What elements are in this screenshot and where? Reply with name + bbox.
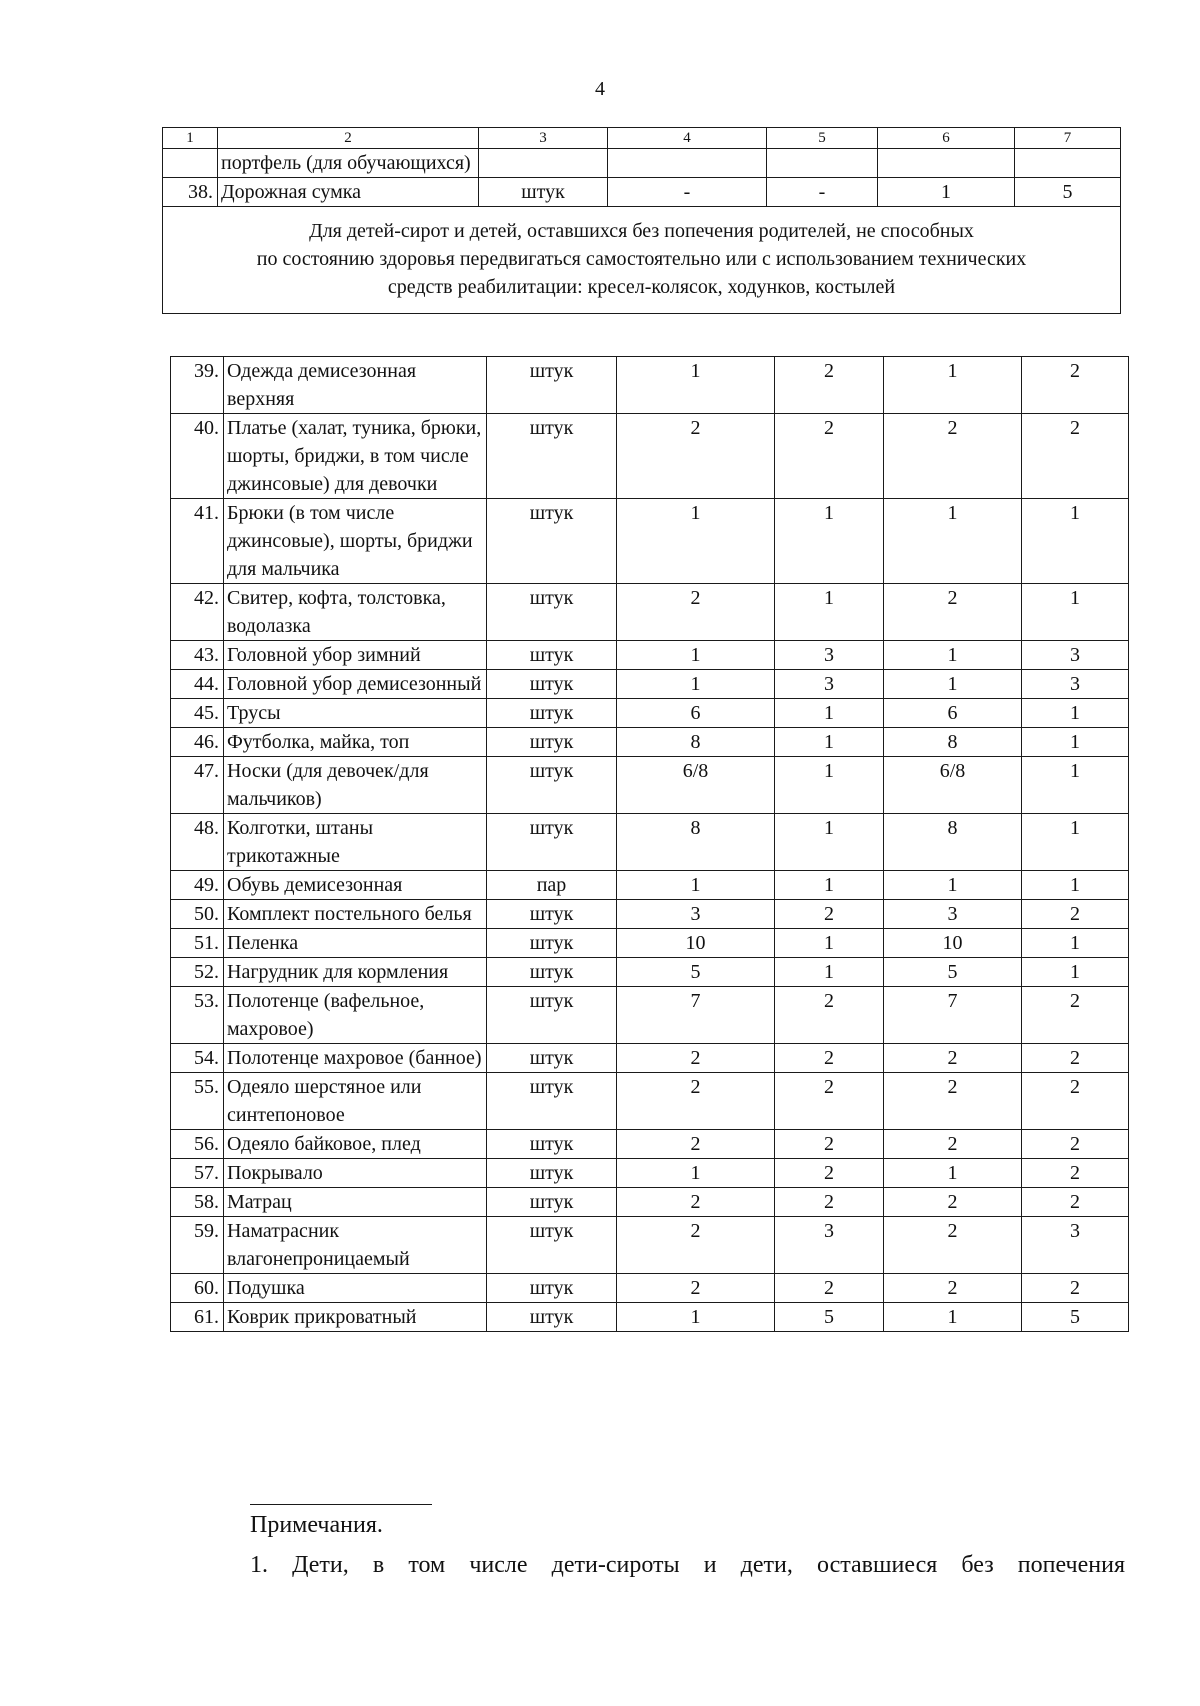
value-col-6: 1: [884, 670, 1022, 699]
item-name: Наматрасник влагонепроницаемый: [224, 1217, 487, 1274]
value-col-7: 5: [1015, 178, 1121, 207]
table-row: [171, 814, 1129, 871]
item-name: Головной убор зимний: [224, 641, 487, 670]
value-col-4: -: [608, 178, 767, 207]
row-number: 38.: [163, 178, 218, 207]
unit-cell: штук: [487, 357, 617, 414]
row-number: 41.: [171, 499, 224, 584]
table-row: [171, 584, 1129, 641]
notes-title: Примечания.: [250, 1512, 383, 1538]
value-col-6: 8: [884, 728, 1022, 757]
table-row: [171, 728, 1129, 757]
table-row: [163, 149, 1121, 178]
item-name: портфель (для обучающихся): [218, 149, 479, 178]
value-col-6: 1: [884, 499, 1022, 584]
unit-cell: штук: [487, 958, 617, 987]
item-name: Покрывало: [224, 1159, 487, 1188]
value-col-5: 2: [775, 1274, 884, 1303]
value-col-4: 1: [617, 641, 775, 670]
unit-cell: штук: [487, 1130, 617, 1159]
value-col-7: 3: [1022, 670, 1129, 699]
item-name: Подушка: [224, 1274, 487, 1303]
unit-cell: штук: [487, 757, 617, 814]
item-name: Трусы: [224, 699, 487, 728]
item-name: Одеяло шерстяное или синтепоновое: [224, 1073, 487, 1130]
value-col-5: 2: [775, 900, 884, 929]
table-row: [171, 958, 1129, 987]
section-heading-line: по состоянию здоровья передвигаться самостоятельно или с использованием технических: [256, 248, 1027, 270]
column-number-cell: 6: [878, 128, 1015, 149]
item-name: Футболка, майка, топ: [224, 728, 487, 757]
value-col-4: 6/8: [617, 757, 775, 814]
value-col-6: 8: [884, 814, 1022, 871]
value-col-5: 3: [775, 1217, 884, 1274]
value-col-7: 1: [1022, 728, 1129, 757]
value-col-7: 2: [1022, 414, 1129, 499]
value-col-6: 1: [884, 357, 1022, 414]
table-row: [171, 1188, 1129, 1217]
item-name: Платье (халат, туника, брюки, шорты, бриджи, в том числе джинсовые) для девочки: [224, 414, 487, 499]
unit-cell: штук: [479, 178, 608, 207]
value-col-6: 6: [884, 699, 1022, 728]
row-number: 60.: [171, 1274, 224, 1303]
row-number: 55.: [171, 1073, 224, 1130]
column-number-cell: 2: [218, 128, 479, 149]
unit-cell: штук: [487, 900, 617, 929]
value-col-6: 2: [884, 1044, 1022, 1073]
section-heading-line: Для детей-сирот и детей, оставшихся без попечения родителей, не способных: [309, 220, 974, 242]
unit-cell: штук: [487, 699, 617, 728]
item-name: Матрац: [224, 1188, 487, 1217]
item-name: Дорожная сумка: [218, 178, 479, 207]
row-number: 42.: [171, 584, 224, 641]
unit-cell: штук: [487, 641, 617, 670]
value-col-5: 1: [775, 499, 884, 584]
value-col-7: 3: [1022, 1217, 1129, 1274]
row-number: 40.: [171, 414, 224, 499]
row-number: 54.: [171, 1044, 224, 1073]
unit-cell: штук: [487, 929, 617, 958]
section-heading-line: средств реабилитации: кресел-колясок, ходунков, костылей: [387, 276, 896, 298]
column-number-cell: 1: [163, 128, 218, 149]
item-name: Носки (для девочек/для мальчиков): [224, 757, 487, 814]
item-name: Обувь демисезонная: [224, 871, 487, 900]
row-number: 58.: [171, 1188, 224, 1217]
unit-cell: штук: [487, 1274, 617, 1303]
value-col-5: 1: [775, 757, 884, 814]
value-col-4: 2: [617, 584, 775, 641]
row-number: 57.: [171, 1159, 224, 1188]
value-col-4: 2: [617, 1044, 775, 1073]
item-name: Брюки (в том числе джинсовые), шорты, бриджи для мальчика: [224, 499, 487, 584]
table-row: [171, 1159, 1129, 1188]
value-col-6: 2: [884, 1188, 1022, 1217]
item-name: Пеленка: [224, 929, 487, 958]
table-row: [163, 178, 1121, 207]
value-col-7: [1015, 149, 1121, 178]
value-col-6: 6/8: [884, 757, 1022, 814]
unit-cell: штук: [487, 1188, 617, 1217]
value-col-6: 7: [884, 987, 1022, 1044]
item-name: Свитер, кофта, толстовка, водолазка: [224, 584, 487, 641]
value-col-7: 1: [1022, 871, 1129, 900]
value-col-7: 3: [1022, 641, 1129, 670]
footnote-rule: [250, 1504, 432, 1505]
table-row: [171, 1217, 1129, 1274]
value-col-7: 1: [1022, 929, 1129, 958]
row-number: 49.: [171, 871, 224, 900]
table-row: [171, 499, 1129, 584]
value-col-7: 2: [1022, 987, 1129, 1044]
item-name: Колготки, штаны трикотажные: [224, 814, 487, 871]
table-row: [171, 699, 1129, 728]
table-row: [171, 1303, 1129, 1332]
value-col-4: 8: [617, 814, 775, 871]
section-heading-row: [163, 207, 1121, 314]
table-row: [171, 871, 1129, 900]
value-col-4: 2: [617, 1073, 775, 1130]
table-main: [170, 356, 1129, 1332]
item-name: Коврик прикроватный: [224, 1303, 487, 1332]
unit-cell: штук: [487, 499, 617, 584]
value-col-4: 6: [617, 699, 775, 728]
row-number: 46.: [171, 728, 224, 757]
value-col-4: 2: [617, 1130, 775, 1159]
value-col-5: 2: [775, 357, 884, 414]
value-col-5: 3: [775, 670, 884, 699]
value-col-6: 2: [884, 1274, 1022, 1303]
value-col-4: 2: [617, 1274, 775, 1303]
value-col-5: 1: [775, 871, 884, 900]
value-col-5: [767, 149, 878, 178]
value-col-5: 2: [775, 1044, 884, 1073]
value-col-4: 1: [617, 357, 775, 414]
value-col-6: 2: [884, 1073, 1022, 1130]
value-col-7: 1: [1022, 814, 1129, 871]
table-row: [171, 1073, 1129, 1130]
value-col-6: 1: [884, 1303, 1022, 1332]
value-col-6: 3: [884, 900, 1022, 929]
value-col-5: 5: [775, 1303, 884, 1332]
value-col-6: 5: [884, 958, 1022, 987]
value-col-7: 2: [1022, 900, 1129, 929]
table-top: [162, 127, 1121, 314]
value-col-7: 1: [1022, 584, 1129, 641]
value-col-4: 10: [617, 929, 775, 958]
value-col-6: 1: [884, 641, 1022, 670]
unit-cell: штук: [487, 1159, 617, 1188]
value-col-5: 1: [775, 814, 884, 871]
value-col-6: 10: [884, 929, 1022, 958]
table-row: [171, 929, 1129, 958]
value-col-7: 1: [1022, 699, 1129, 728]
row-number: 48.: [171, 814, 224, 871]
table-row: [171, 1274, 1129, 1303]
item-name: Полотенце (вафельное, махровое): [224, 987, 487, 1044]
item-name: Полотенце махровое (банное): [224, 1044, 487, 1073]
row-number: 53.: [171, 987, 224, 1044]
value-col-6: 1: [878, 178, 1015, 207]
row-number: 43.: [171, 641, 224, 670]
item-name: Головной убор демисезонный: [224, 670, 487, 699]
value-col-5: 1: [775, 728, 884, 757]
value-col-4: 1: [617, 670, 775, 699]
value-col-6: 1: [884, 871, 1022, 900]
unit-cell: штук: [487, 814, 617, 871]
table-row: [171, 900, 1129, 929]
row-number: 50.: [171, 900, 224, 929]
unit-cell: штук: [487, 670, 617, 699]
value-col-5: 3: [775, 641, 884, 670]
value-col-5: 2: [775, 1159, 884, 1188]
unit-cell: пар: [487, 871, 617, 900]
value-col-7: 1: [1022, 499, 1129, 584]
value-col-4: 3: [617, 900, 775, 929]
value-col-6: 2: [884, 1217, 1022, 1274]
column-number-cell: 3: [479, 128, 608, 149]
value-col-6: 1: [884, 1159, 1022, 1188]
table-row: [171, 1044, 1129, 1073]
value-col-7: 2: [1022, 1073, 1129, 1130]
value-col-4: 1: [617, 1303, 775, 1332]
unit-cell: штук: [487, 728, 617, 757]
value-col-5: 2: [775, 1073, 884, 1130]
value-col-4: 8: [617, 728, 775, 757]
value-col-4: 5: [617, 958, 775, 987]
value-col-4: [608, 149, 767, 178]
row-number: 52.: [171, 958, 224, 987]
note-1: 1. Дети, в том числе дети-сироты и дети, оставшиеся без попечения: [250, 1552, 1125, 1578]
value-col-5: 1: [775, 699, 884, 728]
row-number: 45.: [171, 699, 224, 728]
value-col-7: 2: [1022, 1188, 1129, 1217]
value-col-6: 2: [884, 1130, 1022, 1159]
table-row: [171, 414, 1129, 499]
value-col-6: 2: [884, 414, 1022, 499]
column-number-row: [163, 128, 1121, 149]
item-name: Нагрудник для кормления: [224, 958, 487, 987]
value-col-4: 1: [617, 871, 775, 900]
value-col-4: 2: [617, 1188, 775, 1217]
column-number-cell: 7: [1015, 128, 1121, 149]
value-col-4: 7: [617, 987, 775, 1044]
column-number-cell: 4: [608, 128, 767, 149]
column-number-cell: 5: [767, 128, 878, 149]
table-row: [171, 1130, 1129, 1159]
value-col-5: 2: [775, 1188, 884, 1217]
value-col-4: 1: [617, 499, 775, 584]
value-col-5: 2: [775, 414, 884, 499]
value-col-7: 1: [1022, 757, 1129, 814]
value-col-5: 1: [775, 929, 884, 958]
value-col-5: -: [767, 178, 878, 207]
value-col-5: 1: [775, 584, 884, 641]
unit-cell: штук: [487, 584, 617, 641]
row-number: 47.: [171, 757, 224, 814]
value-col-6: 2: [884, 584, 1022, 641]
unit-cell: штук: [487, 1303, 617, 1332]
unit-cell: штук: [487, 414, 617, 499]
value-col-5: 2: [775, 1130, 884, 1159]
value-col-7: 2: [1022, 1159, 1129, 1188]
row-number: 59.: [171, 1217, 224, 1274]
value-col-4: 2: [617, 1217, 775, 1274]
value-col-7: 2: [1022, 1130, 1129, 1159]
table-row: [171, 757, 1129, 814]
row-number: 44.: [171, 670, 224, 699]
value-col-7: 2: [1022, 357, 1129, 414]
value-col-5: 1: [775, 958, 884, 987]
value-col-5: 2: [775, 987, 884, 1044]
section-heading: [163, 207, 1121, 314]
row-number: 61.: [171, 1303, 224, 1332]
row-number: 56.: [171, 1130, 224, 1159]
table-row: [171, 987, 1129, 1044]
row-number: [163, 149, 218, 178]
value-col-6: [878, 149, 1015, 178]
value-col-4: 2: [617, 414, 775, 499]
row-number: 39.: [171, 357, 224, 414]
unit-cell: штук: [487, 1217, 617, 1274]
value-col-7: 2: [1022, 1044, 1129, 1073]
unit-cell: [479, 149, 608, 178]
unit-cell: штук: [487, 1044, 617, 1073]
item-name: Комплект постельного белья: [224, 900, 487, 929]
item-name: Одежда демисезонная верхняя: [224, 357, 487, 414]
table-row: [171, 357, 1129, 414]
table-row: [171, 670, 1129, 699]
unit-cell: штук: [487, 987, 617, 1044]
unit-cell: штук: [487, 1073, 617, 1130]
table-row: [171, 641, 1129, 670]
page-number: 4: [595, 78, 605, 100]
value-col-7: 2: [1022, 1274, 1129, 1303]
item-name: Одеяло байковое, плед: [224, 1130, 487, 1159]
value-col-7: 5: [1022, 1303, 1129, 1332]
value-col-4: 1: [617, 1159, 775, 1188]
row-number: 51.: [171, 929, 224, 958]
value-col-7: 1: [1022, 958, 1129, 987]
